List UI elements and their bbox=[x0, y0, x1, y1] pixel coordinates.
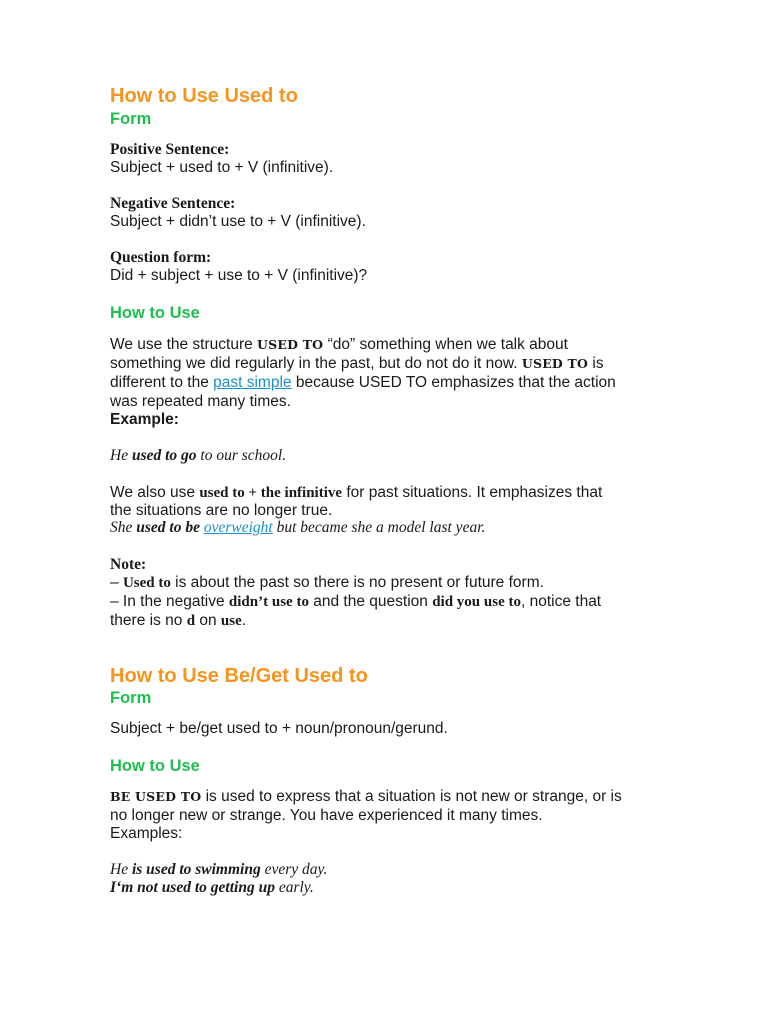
positive-sentence-label: Positive Sentence: bbox=[110, 141, 230, 158]
keyword-be-used-to: BE USED TO bbox=[110, 789, 202, 804]
bold-phrase: used to + the infinitive bbox=[199, 485, 343, 501]
section-title-used-to: How to Use Used to bbox=[110, 85, 298, 107]
text-span: is about the past so there is no present or future form. bbox=[170, 574, 544, 591]
paragraph-line bbox=[110, 787, 622, 806]
note-line bbox=[110, 611, 246, 631]
example-sentence bbox=[110, 878, 314, 897]
text-span: every day. bbox=[260, 861, 328, 878]
text-span: for past situations. It emphasizes that bbox=[342, 484, 603, 501]
text-span: is used to express that a situation is not new or strange, or is bbox=[201, 788, 622, 805]
text-span: She bbox=[110, 519, 137, 536]
text-span: He bbox=[110, 447, 132, 464]
paragraph-line: the situations are no longer true. bbox=[110, 502, 333, 519]
text-span: and the question bbox=[308, 593, 433, 610]
bold-phrase: is used to swimming bbox=[131, 861, 261, 878]
paragraph-line: was repeated many times. bbox=[110, 393, 291, 410]
text-span: something we did regularly in the past, but do not do it now. bbox=[110, 355, 522, 372]
text-span: but became she a model last year. bbox=[272, 519, 486, 536]
question-form-text: Did + subject + use to + V (infinitive)? bbox=[110, 267, 368, 284]
example-sentence bbox=[110, 860, 327, 879]
negative-sentence-label: Negative Sentence: bbox=[110, 195, 236, 212]
past-simple-link[interactable]: past simple bbox=[213, 374, 292, 391]
keyword-used-to: USED TO bbox=[521, 356, 589, 371]
bold-phrase: didn’t use to bbox=[228, 594, 309, 610]
section-title-be-get-used-to: How to Use Be/Get Used to bbox=[110, 665, 368, 687]
paragraph-line bbox=[110, 335, 568, 354]
text-span: . bbox=[241, 612, 247, 629]
bold-phrase: did you use to bbox=[432, 594, 521, 610]
overweight-link[interactable]: overweight bbox=[203, 519, 273, 536]
text-span: – bbox=[110, 574, 123, 591]
how-to-use-heading: How to Use bbox=[110, 304, 200, 322]
text-span: We also use bbox=[110, 484, 200, 501]
paragraph-line bbox=[110, 354, 604, 373]
bold-phrase: used to go bbox=[131, 447, 197, 464]
question-form-label: Question form: bbox=[110, 249, 212, 266]
positive-sentence-text: Subject + used to + V (infinitive). bbox=[110, 159, 334, 176]
note-line bbox=[110, 592, 601, 612]
paragraph-line bbox=[110, 483, 602, 503]
paragraph-line: no longer new or strange. You have experienced it many times. bbox=[110, 807, 543, 824]
form-heading: Form bbox=[110, 110, 152, 128]
text-span: because USED TO emphasizes that the action bbox=[291, 374, 616, 391]
bold-phrase: use bbox=[220, 613, 242, 629]
text-span: “do” something when we talk about bbox=[323, 336, 568, 353]
paragraph-line: Examples: bbox=[110, 825, 183, 842]
bold-phrase: used to be bbox=[136, 519, 200, 536]
note-label: Note: bbox=[110, 556, 147, 573]
bold-phrase: ‘m not used to getting up bbox=[116, 879, 275, 896]
text-span: early. bbox=[274, 879, 314, 896]
paragraph-line bbox=[110, 373, 616, 392]
negative-sentence-text: Subject + didn’t use to + V (infinitive). bbox=[110, 213, 366, 230]
text-span: there is no bbox=[110, 612, 187, 629]
example-sentence bbox=[110, 518, 485, 537]
form-heading: Form bbox=[110, 689, 152, 707]
keyword-used-to: USED TO bbox=[257, 337, 324, 352]
bold-phrase: d bbox=[186, 613, 196, 629]
text-span: to our school. bbox=[196, 447, 287, 464]
text-span: He bbox=[110, 861, 132, 878]
text-span: We use the structure bbox=[110, 336, 258, 353]
example-label: Example: bbox=[110, 411, 179, 428]
how-to-use-heading: How to Use bbox=[110, 757, 200, 775]
text-span: – In the negative bbox=[110, 593, 229, 610]
text-span: on bbox=[195, 612, 221, 629]
form-text: Subject + be/get used to + noun/pronoun/gerund. bbox=[110, 720, 448, 737]
bold-phrase: I bbox=[110, 879, 117, 896]
text-span: different to the bbox=[110, 374, 214, 391]
bold-phrase: Used to bbox=[122, 575, 171, 591]
note-line bbox=[110, 573, 544, 593]
text-span: is bbox=[588, 355, 604, 372]
text-span: , notice that bbox=[520, 593, 602, 610]
example-sentence bbox=[110, 446, 286, 465]
